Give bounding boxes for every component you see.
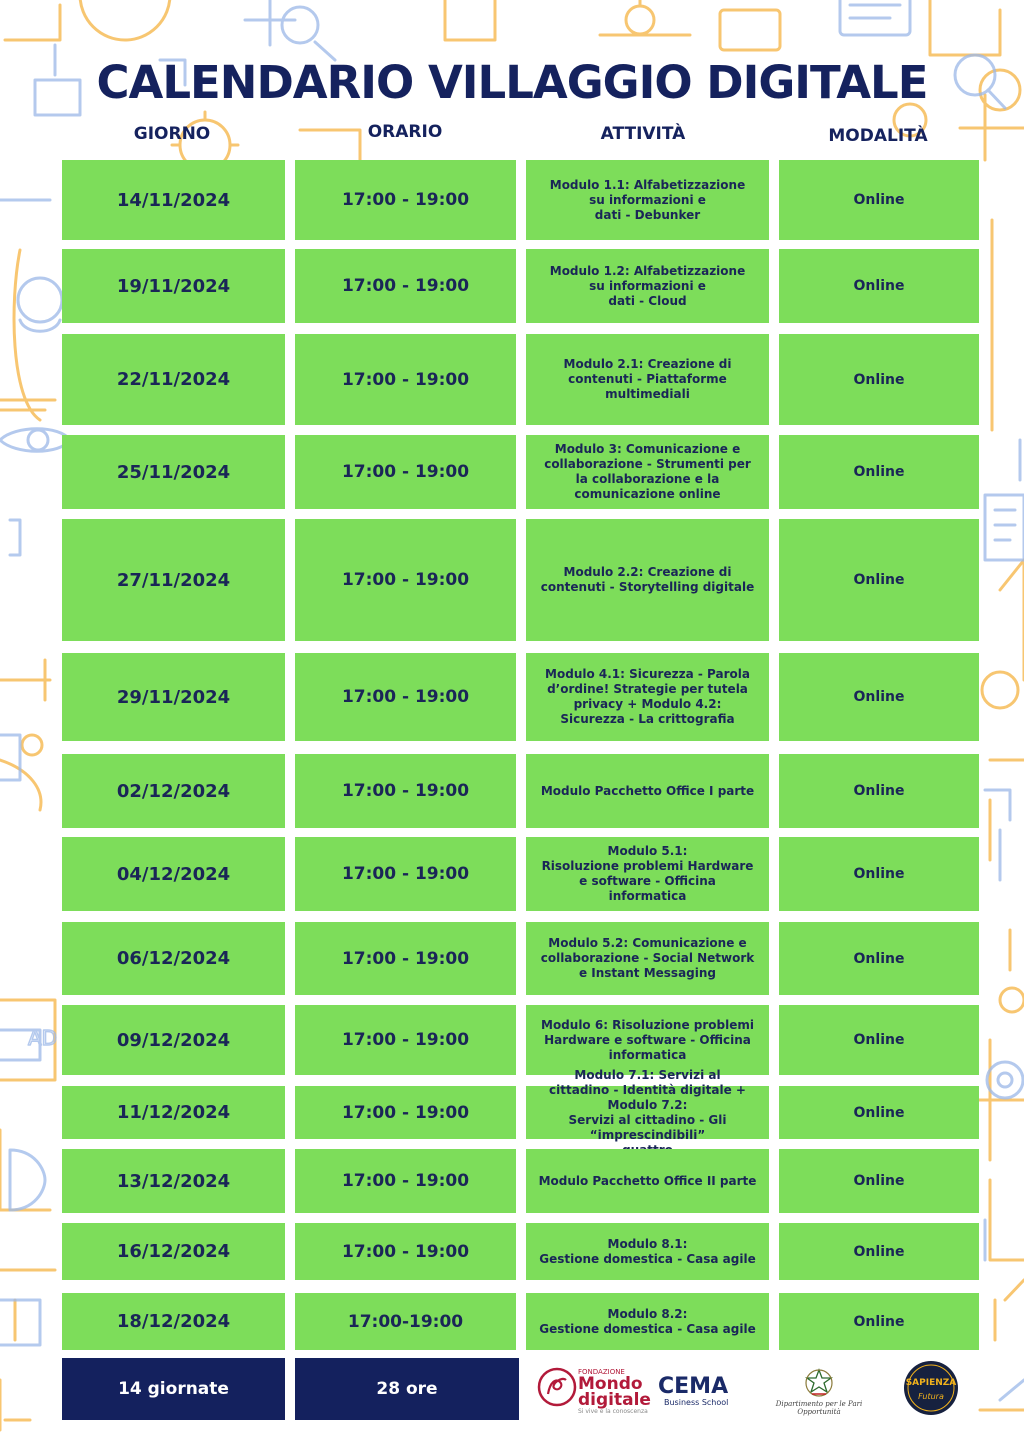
cell-activity: Modulo 2.2: Creazione di contenuti - Storytelling digitale — [526, 519, 769, 641]
sapienza-futura-logo — [903, 1360, 959, 1416]
cell-time: 17:00 - 19:00 — [295, 1086, 516, 1139]
svg-text:AD: AD — [28, 1026, 58, 1050]
cell-date: 11/12/2024 — [62, 1086, 285, 1139]
summary-ore: 28 ore — [295, 1358, 519, 1420]
cell-time: 17:00 - 19:00 — [295, 1005, 516, 1075]
cell-time: 17:00 - 19:00 — [295, 653, 516, 741]
cell-activity: Modulo 8.1: Gestione domestica - Casa agile — [526, 1223, 769, 1280]
cell-mode: Online — [779, 435, 979, 509]
cell-date: 22/11/2024 — [62, 334, 285, 425]
cell-date: 18/12/2024 — [62, 1293, 285, 1350]
cell-date: 29/11/2024 — [62, 653, 285, 741]
cell-time: 17:00 - 19:00 — [295, 519, 516, 641]
cell-mode: Online — [779, 160, 979, 240]
cell-activity: Modulo 6: Risoluzione problemi Hardware e software - Officina informatica — [526, 1005, 769, 1075]
cell-activity: Modulo 3: Comunicazione e collaborazione - Strumenti per la collaborazione e la comunicazione online — [526, 435, 769, 509]
column-header-giorno: GIORNO — [133, 124, 211, 144]
column-header-modalita: MODALITÀ — [828, 126, 928, 146]
cell-date: 09/12/2024 — [62, 1005, 285, 1075]
cell-activity: cittadino - Identità digitale + Modulo 7.2: Servizi al cittadino - Gli “imprescindibili” — [526, 1086, 769, 1139]
cell-date: 14/11/2024 — [62, 160, 285, 240]
cell-activity: Modulo Pacchetto Office I parte — [526, 754, 769, 828]
sapienza-wordmark: SAPIENZA — [905, 1378, 957, 1388]
cell-date: 16/12/2024 — [62, 1223, 285, 1280]
cell-mode: Online — [779, 754, 979, 828]
cell-activity: Modulo 5.2: Comunicazione e collaborazione - Social Network e Instant Messaging — [526, 922, 769, 995]
government-department-text: Dipartimento per le Pari Opportunità — [775, 1400, 863, 1416]
cell-mode: Online — [779, 1149, 979, 1213]
cell-date: 04/12/2024 — [62, 837, 285, 911]
cell-time: 17:00 - 19:00 — [295, 1223, 516, 1280]
cema-subtitle: Business School — [664, 1398, 729, 1407]
cell-time: 17:00 - 19:00 — [295, 435, 516, 509]
cell-time: 17:00 - 19:00 — [295, 1149, 516, 1213]
page-title: CALENDARIO VILLAGGIO DIGITALE — [96, 56, 928, 109]
mondo-digitale-logo — [536, 1366, 578, 1408]
mondo-digitale-wordmark: FONDAZIONE Mondo digitale Si vive e la conoscenza — [578, 1368, 651, 1415]
cell-time: 17:00 - 19:00 — [295, 837, 516, 911]
cell-time: 17:00 - 19:00 — [295, 922, 516, 995]
cell-mode: Online — [779, 249, 979, 323]
cell-activity: Modulo Pacchetto Office II parte — [526, 1149, 769, 1213]
cell-activity: Modulo 1.2: Alfabetizzazione su informazioni e dati - Cloud — [526, 249, 769, 323]
summary-giornate: 14 giornate — [62, 1358, 285, 1420]
cell-mode: Online — [779, 837, 979, 911]
cell-mode: Online — [779, 1223, 979, 1280]
cell-mode: Online — [779, 922, 979, 995]
cell-time: 17:00 - 19:00 — [295, 160, 516, 240]
cell-time: 17:00 - 19:00 — [295, 334, 516, 425]
cell-date: 27/11/2024 — [62, 519, 285, 641]
cell-time: 17:00 - 19:00 — [295, 249, 516, 323]
cell-mode: Online — [779, 1293, 979, 1350]
italian-emblem-icon — [804, 1368, 834, 1398]
cell-time: 17:00 - 19:00 — [295, 754, 516, 828]
cell-date: 19/11/2024 — [62, 249, 285, 323]
cell-mode: Online — [779, 1086, 979, 1139]
cema-logo: CEMA — [658, 1374, 729, 1399]
cell-activity: Modulo 5.1: Risoluzione problemi Hardware e software - Officina informatica — [526, 837, 769, 911]
cell-mode: Online — [779, 1005, 979, 1075]
cell-activity: Modulo 8.2: Gestione domestica - Casa agile — [526, 1293, 769, 1350]
cell-mode: Online — [779, 519, 979, 641]
column-header-orario: ORARIO — [367, 122, 443, 142]
cell-date: 25/11/2024 — [62, 435, 285, 509]
sapienza-subtitle: Futura — [918, 1392, 944, 1401]
column-header-attivita: ATTIVITÀ — [600, 124, 686, 144]
cell-activity: Modulo 4.1: Sicurezza - Parola d’ordine! Strategie per tutela privacy + Modulo 4.2: Sicurezza - La crittografia — [526, 653, 769, 741]
cell-mode: Online — [779, 334, 979, 425]
cell-mode: Online — [779, 653, 979, 741]
cell-date: 06/12/2024 — [62, 922, 285, 995]
cell-activity: Modulo 1.1: Alfabetizzazione su informazioni e dati - Debunker — [526, 160, 769, 240]
cell-date: 13/12/2024 — [62, 1149, 285, 1213]
cell-activity: Modulo 2.1: Creazione di contenuti - Piattaforme multimediali — [526, 334, 769, 425]
cell-date: 02/12/2024 — [62, 754, 285, 828]
cell-time: 17:00-19:00 — [295, 1293, 516, 1350]
